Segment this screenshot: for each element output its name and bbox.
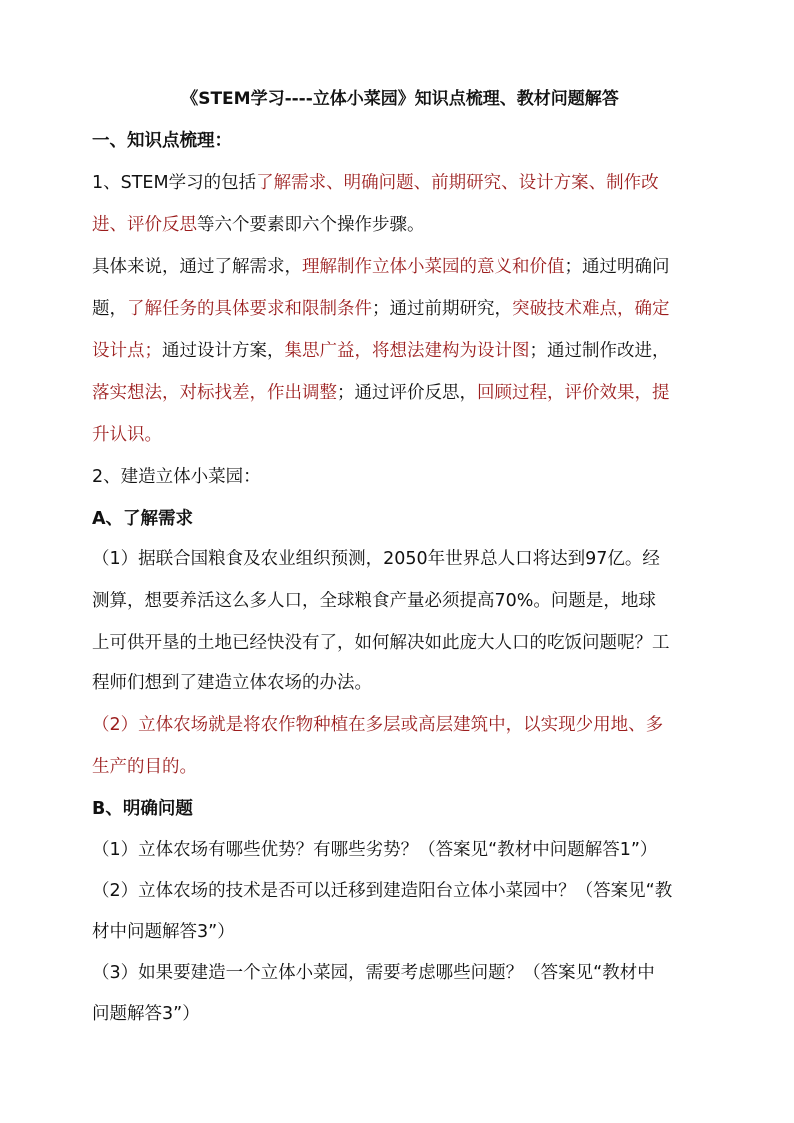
paragraph-a1-line-4: 程师们想到了建造立体农场的办法。 bbox=[92, 673, 372, 693]
paragraph-a2-line-2: 生产的目的。 bbox=[92, 757, 197, 777]
highlight-run: 了解需求、明确问题、前期研究、设计方案、制作改 bbox=[256, 173, 659, 193]
text-run: 通过设计方案， bbox=[162, 341, 285, 361]
section-heading-b: B、明确问题 bbox=[92, 799, 193, 819]
paragraph-a1-line-2: 测算，想要养活这么多人口，全球粮食产量必须提高70%。问题是，地球 bbox=[92, 591, 656, 611]
highlight-run: 突破技术难点，确定 bbox=[512, 299, 670, 319]
detail-line-4 bbox=[92, 380, 717, 406]
highlight-run: 集思广益，将想法建构为设计图 bbox=[284, 341, 530, 361]
text-run: 具体来说，通过了解需求， bbox=[92, 257, 302, 277]
question-1: （1）立体农场有哪些优势？有哪些劣势？（答案见“教材中问题解答1”） bbox=[92, 840, 658, 860]
highlight-run: 进、评价反思 bbox=[92, 215, 197, 235]
paragraph-a1-line-3: 上可供开垦的土地已经快没有了，如何解决如此庞大人口的吃饭问题呢？工 bbox=[92, 633, 670, 653]
text-run: ；通过制作改进， bbox=[529, 341, 670, 361]
question-2-line-2: 材中问题解答3”） bbox=[92, 922, 235, 942]
knowledge-item-1-line-2 bbox=[92, 212, 717, 238]
paragraph-a2-line-1: （2）立体农场就是将农作物种植在多层或高层建筑中，以实现少用地、多 bbox=[92, 715, 664, 735]
highlight-run: 升认识。 bbox=[92, 425, 162, 445]
highlight-run: 了解任务的具体要求和限制条件 bbox=[127, 299, 372, 319]
knowledge-item-2: 2、建造立体小菜园： bbox=[92, 467, 261, 487]
question-3-line-2: 问题解答3”） bbox=[92, 1004, 200, 1024]
text-run: 题， bbox=[92, 299, 127, 319]
question-2-line-1: （2）立体农场的技术是否可以迁移到建造阳台立体小菜园中？（答案见“教 bbox=[92, 881, 673, 901]
section-heading-a: A、了解需求 bbox=[92, 509, 194, 529]
detail-line-3 bbox=[92, 338, 717, 364]
detail-line-5 bbox=[92, 422, 717, 448]
highlight-run: 设计点； bbox=[92, 341, 162, 361]
detail-line-2 bbox=[92, 296, 717, 322]
document-title: 《STEM学习----立体小菜园》知识点梳理、教材问题解答 bbox=[181, 89, 619, 109]
knowledge-item-1-line-1 bbox=[92, 170, 717, 196]
text-run: ；通过前期研究， bbox=[372, 299, 512, 319]
highlight-run: 落实想法，对标找差，作出调整 bbox=[92, 383, 337, 403]
text-run: ；通过明确问 bbox=[564, 257, 670, 277]
paragraph-a1-line-1: （1）据联合国粮食及农业组织预测，2050年世界总人口将达到97亿。经 bbox=[92, 549, 660, 569]
highlight-run: 回顾过程，评价效果，提 bbox=[477, 383, 670, 403]
text-run: 等六个要素即六个操作步骤。 bbox=[197, 215, 425, 235]
text-run: ；通过评价反思， bbox=[337, 383, 477, 403]
question-3-line-1: （3）如果要建造一个立体小菜园，需要考虑哪些问题？（答案见“教材中 bbox=[92, 963, 655, 983]
detail-line-1 bbox=[92, 254, 717, 280]
text-run: 1、STEM学习的包括 bbox=[92, 173, 257, 193]
highlight-run: 理解制作立体小菜园的意义和价值 bbox=[302, 257, 565, 277]
section-heading-knowledge: 一、知识点梳理： bbox=[92, 131, 232, 151]
